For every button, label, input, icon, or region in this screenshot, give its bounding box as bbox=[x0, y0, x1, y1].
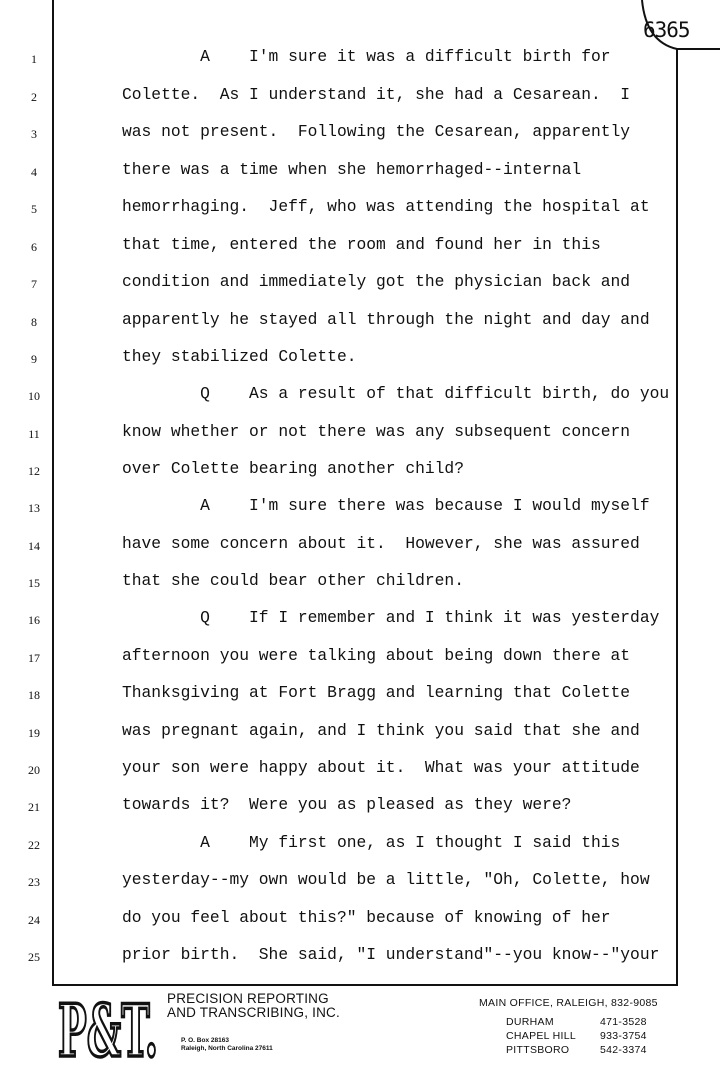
transcript-line: apparently he stayed all through the night and day and bbox=[122, 310, 650, 329]
transcript-line: towards it? Were you as pleased as they were? bbox=[122, 795, 572, 814]
line-number: 11 bbox=[28, 427, 40, 441]
transcript-line: afternoon you were talking about being down there at bbox=[122, 646, 631, 665]
line-number: 14 bbox=[28, 539, 40, 553]
transcript-line: do you feel about this?" because of knowing of her bbox=[122, 908, 611, 927]
line-number: 20 bbox=[28, 763, 40, 777]
transcript-line: Colette. As I understand it, she had a Cesarean. I bbox=[122, 85, 631, 104]
line-number: 3 bbox=[31, 127, 37, 141]
office-phone: 471-3528 bbox=[600, 1016, 647, 1028]
line-number: 22 bbox=[28, 838, 40, 852]
office-phone: 933-3754 bbox=[600, 1030, 647, 1042]
address-line: P. O. Box 28163 bbox=[181, 1037, 229, 1044]
line-number: 8 bbox=[31, 315, 37, 329]
transcript-line: that she could bear other children. bbox=[122, 571, 464, 590]
line-number: 24 bbox=[28, 913, 40, 927]
office-name: PITTSBORO bbox=[506, 1044, 570, 1056]
office-entry bbox=[506, 1044, 647, 1056]
line-number: 23 bbox=[28, 875, 40, 889]
bottom-rule bbox=[52, 984, 678, 986]
right-margin-rule bbox=[676, 48, 678, 985]
line-number: 7 bbox=[31, 277, 37, 291]
line-number: 5 bbox=[31, 202, 37, 216]
transcript-line: Q If I remember and I think it was yesterday bbox=[122, 608, 660, 627]
line-number: 12 bbox=[28, 464, 40, 478]
transcript-line: there was a time when she hemorrhaged--internal bbox=[122, 160, 582, 179]
office-name: DURHAM bbox=[506, 1016, 554, 1028]
main-office: MAIN OFFICE, RALEIGH, 832-9085 bbox=[479, 997, 658, 1009]
office-entry bbox=[506, 1030, 647, 1042]
transcript-line: they stabilized Colette. bbox=[122, 347, 357, 366]
logo-lettering: P&T. bbox=[58, 990, 158, 1064]
company-name-line: PRECISION REPORTING bbox=[167, 991, 329, 1006]
line-number: 18 bbox=[28, 688, 40, 702]
transcript-line: A I'm sure there was because I would myself bbox=[122, 496, 650, 515]
page-number: 6365 bbox=[643, 18, 690, 42]
line-number: 4 bbox=[31, 165, 37, 179]
transcript-line: hemorrhaging. Jeff, who was attending the hospital at bbox=[122, 197, 650, 216]
transcript-line: that time, entered the room and found her in this bbox=[122, 235, 601, 254]
line-number: 1 bbox=[31, 52, 37, 66]
line-number: 15 bbox=[28, 576, 40, 590]
company-address bbox=[181, 1037, 273, 1053]
line-number: 6 bbox=[31, 240, 37, 254]
pt-logo bbox=[56, 990, 162, 1064]
company-name-line: AND TRANSCRIBING, INC. bbox=[167, 1005, 340, 1020]
company-name bbox=[167, 992, 340, 1020]
address-line: Raleigh, North Carolina 27611 bbox=[181, 1045, 273, 1052]
line-number: 21 bbox=[28, 800, 40, 814]
line-number: 25 bbox=[28, 950, 40, 964]
transcript-line: was not present. Following the Cesarean, apparently bbox=[122, 122, 631, 141]
transcript-line: condition and immediately got the physician back and bbox=[122, 272, 631, 291]
office-entry bbox=[506, 1016, 647, 1028]
transcript-line: over Colette bearing another child? bbox=[122, 459, 464, 478]
office-phone: 542-3374 bbox=[600, 1044, 647, 1056]
transcript-line: was pregnant again, and I think you said that she and bbox=[122, 721, 640, 740]
transcript-line: A My first one, as I thought I said this bbox=[122, 833, 621, 852]
transcript-line: yesterday--my own would be a little, "Oh, Colette, how bbox=[122, 870, 650, 889]
office-name: CHAPEL HILL bbox=[506, 1030, 577, 1042]
transcript-line: have some concern about it. However, she was assured bbox=[122, 534, 640, 553]
line-number: 16 bbox=[28, 613, 40, 627]
transcript-line: Thanksgiving at Fort Bragg and learning that Colette bbox=[122, 683, 631, 702]
line-number: 9 bbox=[31, 352, 37, 366]
transcript-line: A I'm sure it was a difficult birth for bbox=[122, 47, 611, 66]
transcript-line: prior birth. She said, "I understand"--you know--"your bbox=[122, 945, 660, 964]
line-number: 17 bbox=[28, 651, 40, 665]
line-number: 10 bbox=[28, 389, 40, 403]
transcript-line: Q As a result of that difficult birth, do you bbox=[122, 384, 670, 403]
line-number: 19 bbox=[28, 726, 40, 740]
transcript-line: know whether or not there was any subsequent concern bbox=[122, 422, 631, 441]
transcript-line: your son were happy about it. What was your attitude bbox=[122, 758, 640, 777]
left-margin-rule bbox=[52, 0, 54, 985]
line-number: 13 bbox=[28, 501, 40, 515]
line-number: 2 bbox=[31, 90, 37, 104]
